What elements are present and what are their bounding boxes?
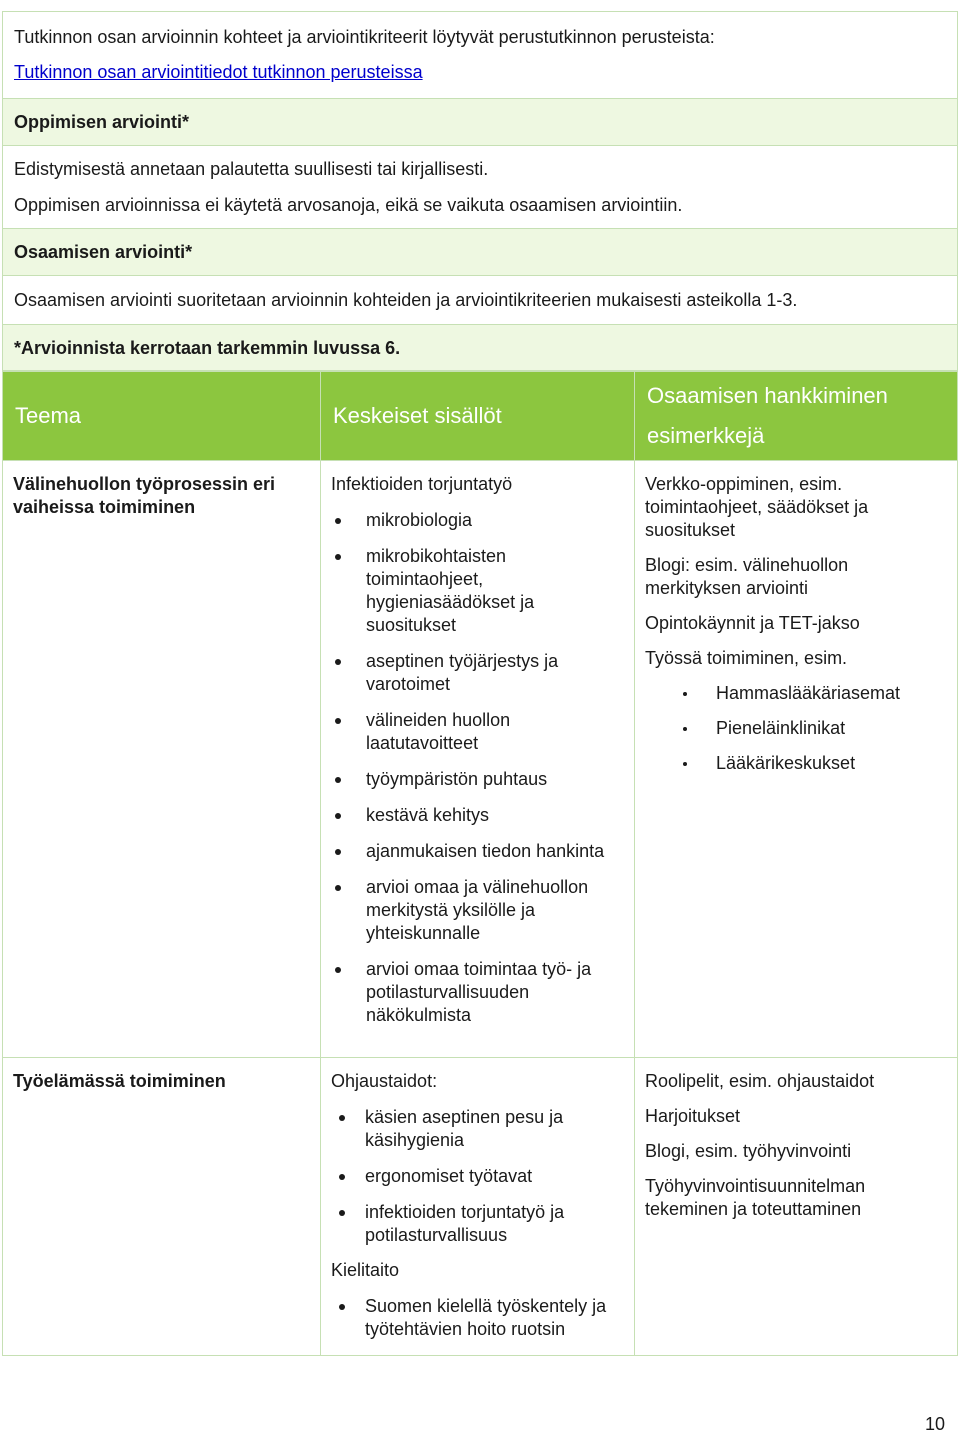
list-item: välineiden huollon laatutavoitteet [331,709,624,755]
example-text: Roolipelit, esim. ohjaustaidot [645,1071,875,1091]
workplace-list [645,682,947,775]
table-header-row [3,372,958,461]
competence-assessment-heading: Osaamisen arviointi* [3,229,958,276]
header-contents: Keskeiset sisällöt [321,372,635,461]
criteria-link[interactable]: Tutkinnon osan arviointitiedot tutkinnon perusteissa [14,62,423,82]
learning-assessment-line1: Edistymisestä annetaan palautetta suullisesti tai kirjallisesti. [14,159,489,179]
list-item: arvioi omaa toimintaa työ- ja potilasturvallisuuden näkökulmista [331,958,624,1027]
list-item: arvioi omaa ja välinehuollon merkitystä yksilölle ja yhteiskunnalle [331,876,624,945]
row2-contents-title2: Kielitaito [331,1260,400,1280]
assessment-footnote: *Arvioinnista kerrotaan tarkemmin luvussa 6. [3,325,958,371]
row2-language-list [331,1295,624,1341]
row2-contents-title: Ohjaustaidot: [331,1071,438,1091]
learning-assessment-cell [3,146,958,229]
row2-theme: Työelämässä toimiminen [3,1058,321,1356]
example-text: Opintokäynnit ja TET-jakso [645,613,860,633]
example-text: Blogi: esim. välinehuollon merkityksen arviointi [645,555,849,598]
list-item: mikrobikohtaisten toimintaohjeet, hygieniasäädökset ja suositukset [331,545,624,637]
row2-contents [321,1058,635,1356]
learning-assessment-heading: Oppimisen arviointi* [3,99,958,146]
list-item: ergonomiset työtavat [331,1165,624,1188]
example-text: Työhyvinvointisuunnitelman tekeminen ja toteuttaminen [645,1176,866,1219]
content-table [2,371,958,1356]
table-row [3,1058,958,1356]
list-item: ajanmukaisen tiedon hankinta [331,840,624,863]
table-row [3,461,958,1058]
list-item: Suomen kielellä työskentely ja työtehtävien hoito ruotsin [331,1295,624,1341]
list-item: mikrobiologia [331,509,624,532]
learning-assessment-line2: Oppimisen arvioinnissa ei käytetä arvosanoja, eikä se vaikuta osaamisen arviointiin. [14,195,683,215]
row1-theme: Välinehuollon työprosessin eri vaiheissa toimiminen [3,461,321,1058]
row1-contents-title: Infektioiden torjuntatyö [331,474,513,494]
header-theme: Teema [3,372,321,461]
list-item: Pieneläinklinikat [645,717,947,740]
list-item: kestävä kehitys [331,804,624,827]
assessment-info-table [2,11,958,371]
example-text: Harjoitukset [645,1106,741,1126]
list-item: infektioiden torjuntatyö ja potilasturvallisuus [331,1201,624,1247]
row2-contents-list [331,1106,624,1247]
row1-contents-list [331,509,624,1027]
row1-contents [321,461,635,1058]
header-acquisition-line2: esimerkkejä [647,423,765,448]
document-page [2,11,958,1356]
list-item: käsien aseptinen pesu ja käsihygienia [331,1106,624,1152]
intro-text: Tutkinnon osan arvioinnin kohteet ja arviointikriteerit löytyvät perustutkinnon perusteista: [14,27,715,47]
row2-examples [635,1058,958,1356]
example-text: Verkko-oppiminen, esim. toimintaohjeet, säädökset ja suositukset [645,474,869,540]
list-item: Lääkärikeskukset [645,752,947,775]
list-item: Hammaslääkäriasemat [645,682,947,705]
list-item: aseptinen työjärjestys ja varotoimet [331,650,624,696]
header-acquisition-line1: Osaamisen hankkiminen [647,383,888,408]
competence-assessment-text: Osaamisen arviointi suoritetaan arvioinnin kohteiden ja arviointikriteerien mukaisesti asteikolla 1-3. [3,276,958,325]
intro-cell [3,12,958,99]
row1-examples [635,461,958,1058]
page-number: 10 [924,1414,945,1434]
example-text: Blogi, esim. työhyvinvointi [645,1141,852,1161]
list-item: työympäristön puhtaus [331,768,624,791]
header-acquisition [635,372,958,461]
example-text: Työssä toimiminen, esim. [645,648,848,668]
